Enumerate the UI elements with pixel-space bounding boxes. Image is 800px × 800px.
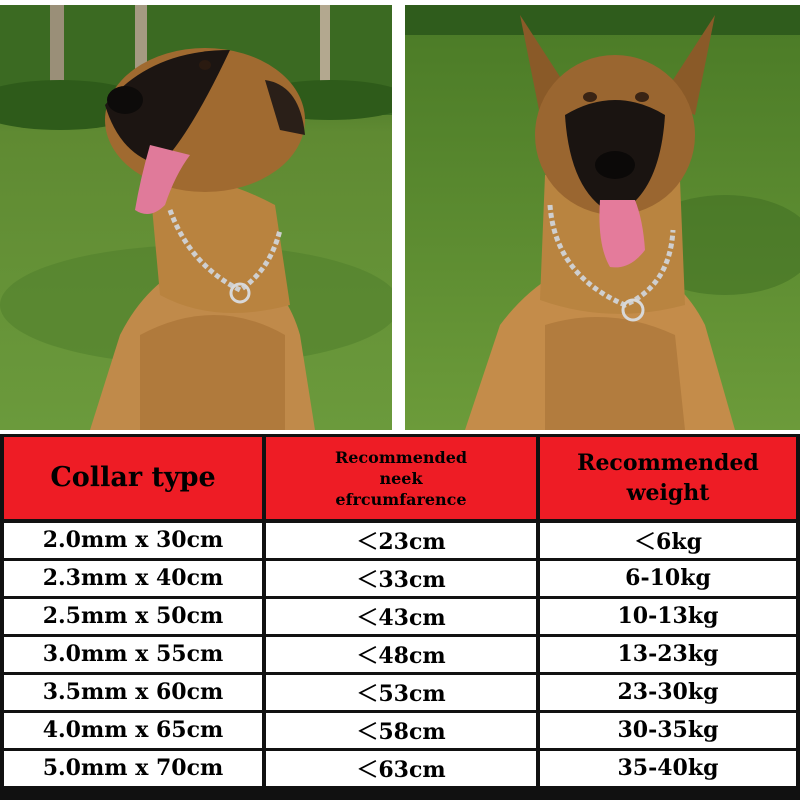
neck-circumference-cell: ＜58cm xyxy=(266,713,536,748)
collar-type-cell: 2.5mm x 50cm xyxy=(4,599,262,634)
collar-type-cell: 2.3mm x 40cm xyxy=(4,561,262,596)
weight-cell: 13-23kg xyxy=(540,637,796,672)
collar-type-cell: 5.0mm x 70cm xyxy=(4,751,262,786)
header-collar-type: Collar type xyxy=(4,437,262,519)
collar-type-cell: 4.0mm x 65cm xyxy=(4,713,262,748)
weight-cell: 10-13kg xyxy=(540,599,796,634)
collar-type-cell: 2.0mm x 30cm xyxy=(4,523,262,558)
collar-type-cell: 3.0mm x 55cm xyxy=(4,637,262,672)
neck-circumference-cell: ＜33cm xyxy=(266,561,536,596)
dog-photo-left xyxy=(0,5,392,430)
weight-cell: 30-35kg xyxy=(540,713,796,748)
neck-circumference-cell: ＜63cm xyxy=(266,751,536,786)
header-recommended-weight: Recommended weight xyxy=(540,437,796,519)
weight-cell: 6-10kg xyxy=(540,561,796,596)
dog-photo-right xyxy=(405,5,800,430)
neck-circumference-cell: ＜43cm xyxy=(266,599,536,634)
neck-circumference-cell: ＜48cm xyxy=(266,637,536,672)
neck-circumference-cell: ＜53cm xyxy=(266,675,536,710)
collar-size-table xyxy=(0,434,800,800)
collar-type-cell: 3.5mm x 60cm xyxy=(4,675,262,710)
header-neck-circumference: Recommended neek efrcumfarence xyxy=(266,437,536,519)
weight-cell: 23-30kg xyxy=(540,675,796,710)
weight-cell: ＜6kg xyxy=(540,523,796,558)
neck-circumference-cell: ＜23cm xyxy=(266,523,536,558)
weight-cell: 35-40kg xyxy=(540,751,796,786)
